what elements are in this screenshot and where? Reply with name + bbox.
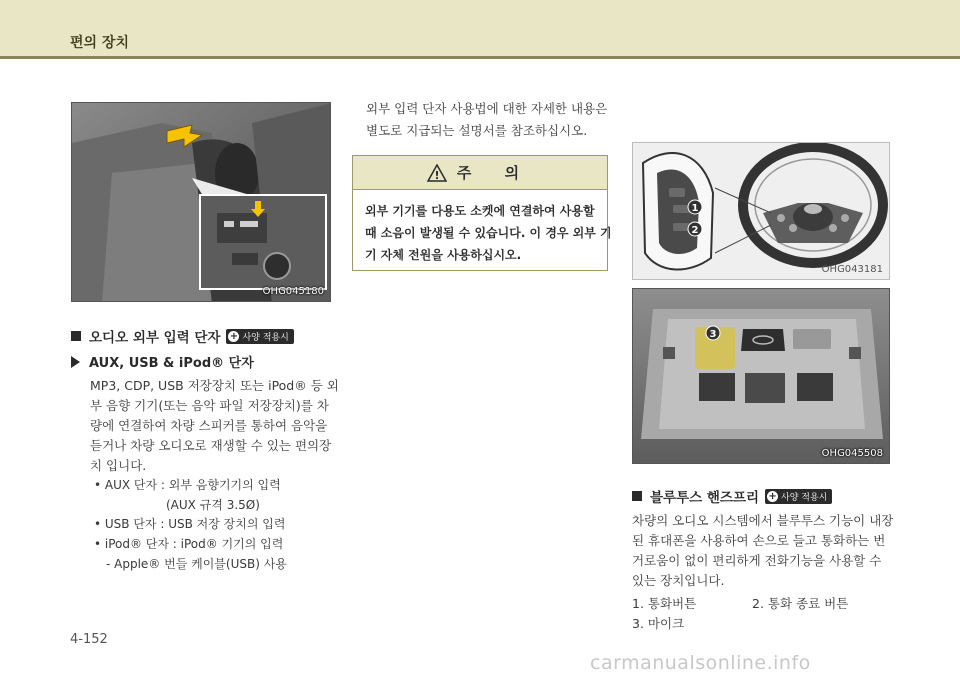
page-header [0,0,960,58]
square-bullet-icon [71,331,81,341]
bullet-aux-spec: (AUX 규격 3.5Ø) [166,498,260,512]
warning-symbol: ! [434,168,440,182]
paragraph-line: 거로움이 없이 편리하게 전화기능을 사용할 수 [632,553,882,568]
item-call-button: 1. 통화버튼 [632,596,697,611]
bullet-apple: - Apple® 번들 케이블(USB) 사용 [106,557,287,571]
aux-subtitle [71,352,254,371]
photo-code: OHG043181 [821,264,883,275]
caution-body [353,190,612,276]
plus-icon: + [768,490,777,502]
caution-box [352,155,612,271]
overhead-console-photo [632,288,890,464]
bt-title-text: 블루투스 핸즈프리 [650,490,760,506]
paragraph-line: 된 휴대폰을 사용하여 손으로 들고 통화하는 번 [632,533,886,548]
paragraph-line: 있는 장치입니다. [632,573,725,588]
bullet-aux: • AUX 단자 : 외부 음향기기의 입력 [94,478,281,492]
aux-section-title [71,326,294,346]
header-title: 편의 장치 [70,35,129,51]
paragraph-line: 치 입니다. [90,458,147,473]
spec-badge-label: 사양 적용시 [781,492,828,503]
paragraph-line: 별도로 지급되는 설명서를 참조하십시오. [366,123,588,138]
caution-header [353,156,607,190]
steering-photo [632,142,890,280]
triangle-bullet-icon [71,356,80,368]
callout-2: 2 [691,225,699,236]
bullet-ipod: • iPod® 단자 : iPod® 기기의 입력 [94,537,284,551]
console-photo [71,102,331,302]
caution-line: 외부 기기를 다용도 소켓에 연결하여 사용할 [365,204,595,218]
console-illustration [72,103,331,302]
header-divider [0,56,960,59]
page-number: 4-152 [70,632,108,647]
paragraph-line: MP3, CDP, USB 저장장치 또는 iPod® 등 외 [90,378,339,393]
callout-3: 3 [709,329,717,340]
steering-wheel-illustration [633,143,890,280]
paragraph-line: 외부 입력 단자 사용법에 대한 자세한 내용은 [366,101,608,116]
paragraph-line: 부 음향 기기(또는 음악 파일 저장장치)를 차 [90,398,329,413]
photo-code: OHG045180 [262,286,324,297]
item-microphone: 3. 마이크 [632,616,685,631]
caution-line: 때 소음이 발생될 수 있습니다. 이 경우 외부 기 [365,226,612,240]
bt-description [632,511,893,591]
plus-icon: + [229,330,239,342]
watermark: carmanualsonline.info [590,652,811,674]
paragraph-line: 듣거나 차량 오디오로 재생할 수 있는 편의장 [90,438,332,453]
bullet-usb: • USB 단자 : USB 저장 장치의 입력 [94,517,286,531]
paragraph-line: 차량의 오디오 시스템에서 블루투스 기능이 내장 [632,513,894,528]
callout-1: 1 [691,203,699,214]
aux-description [90,376,339,476]
spec-badge-label: 사양 적용시 [242,332,289,343]
reference-note [366,98,607,142]
warning-triangle-icon [427,164,447,182]
paragraph-line: 량에 연결하여 차량 스피커를 통하여 음악을 [90,418,328,433]
item-end-call-button: 2. 통화 종료 버튼 [752,596,849,611]
spec-badge [226,329,293,344]
caution-line: 기 자체 전원을 사용하십시오. [365,248,522,262]
overhead-console-illustration [633,289,890,464]
bt-section-title [632,486,832,506]
square-bullet-icon [632,491,642,501]
photo-code: OHG045508 [821,448,883,459]
aux-title-text: 오디오 외부 입력 단자 [89,330,221,346]
caution-title: 주 의 [456,164,534,182]
aux-subtitle-text: AUX, USB & iPod® 단자 [89,356,254,371]
spec-badge [765,489,832,504]
